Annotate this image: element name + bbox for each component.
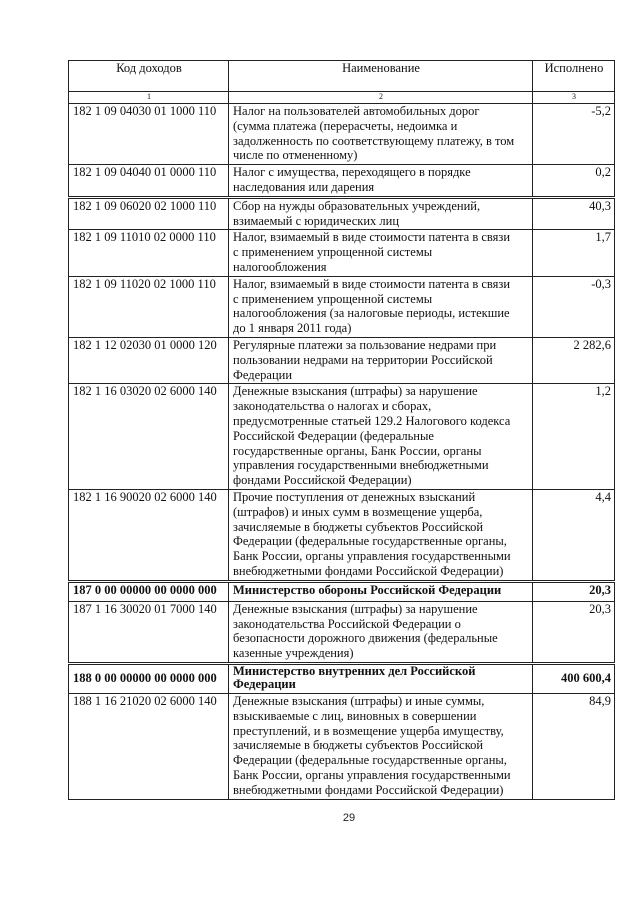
name-cell: Регулярные платежи за пользование недрами при пользовании недрами на территории Российской Федерации [229, 337, 533, 383]
column-number-row [69, 92, 615, 104]
income-code-cell: 182 1 09 04030 01 1000 110 [69, 104, 229, 165]
name-cell: Министерство внутренних дел Российской Федерации [229, 663, 533, 693]
column-number: 3 [533, 92, 615, 104]
header-name: Наименование [229, 61, 533, 92]
header-executed: Исполнено [533, 61, 615, 92]
table-row [69, 337, 615, 383]
income-code-cell: 187 0 00 00000 00 0000 000 [69, 581, 229, 601]
table-row [69, 601, 615, 663]
income-code-cell: 182 1 12 02030 01 0000 120 [69, 337, 229, 383]
executed-value-cell: 400 600,4 [533, 663, 615, 693]
executed-value-cell: 1,2 [533, 384, 615, 490]
income-code-cell: 187 1 16 30020 01 7000 140 [69, 601, 229, 663]
executed-value-cell: 4,4 [533, 489, 615, 581]
name-cell: Налог, взимаемый в виде стоимости патента в связи с применением упрощенной системы налогообложения (за налоговые периоды, истекшие до 1 января 2011 года) [229, 276, 533, 337]
table-row [69, 230, 615, 276]
name-cell: Денежные взыскания (штрафы) за нарушение законодательства о налогах и сборах, предусмотренные статьей 129.2 Налогового кодекса Российской Федерации (федеральные государственные органы, Банк России, органы управления государственными внебюджетными фондами Российской Федерации) [229, 384, 533, 490]
income-code-cell: 182 1 09 11010 02 0000 110 [69, 230, 229, 276]
column-number: 2 [229, 92, 533, 104]
executed-value-cell: 2 282,6 [533, 337, 615, 383]
income-code-cell: 182 1 16 90020 02 6000 140 [69, 489, 229, 581]
table-row [69, 489, 615, 581]
name-cell: Сбор на нужды образовательных учреждений, взимаемый с юридических лиц [229, 197, 533, 230]
income-code-cell: 182 1 09 06020 02 1000 110 [69, 197, 229, 230]
name-cell: Налог с имущества, переходящего в порядке наследования или дарения [229, 165, 533, 198]
income-code-cell: 182 1 16 03020 02 6000 140 [69, 384, 229, 490]
name-cell: Денежные взыскания (штрафы) за нарушение законодательства Российской Федерации о безопасности дорожного движения (федеральные казенные учреждения) [229, 601, 533, 663]
revenue-table [68, 60, 615, 800]
table-row [69, 165, 615, 198]
name-cell: Налог, взимаемый в виде стоимости патента в связи с применением упрощенной системы налогообложения [229, 230, 533, 276]
name-cell: Налог на пользователей автомобильных дорог (сумма платежа (перерасчеты, недоимка и задолженность по соответствующему платежу, в том числе по отмененному) [229, 104, 533, 165]
page-number: 29 [342, 812, 356, 824]
executed-value-cell: 0,2 [533, 165, 615, 198]
executed-value-cell: -0,3 [533, 276, 615, 337]
ministry-section-row [69, 581, 615, 601]
executed-value-cell: 40,3 [533, 197, 615, 230]
table-header-row [69, 61, 615, 92]
header-income-code: Код доходов [69, 61, 229, 92]
table-row [69, 276, 615, 337]
income-code-cell: 188 0 00 00000 00 0000 000 [69, 663, 229, 693]
income-code-cell: 188 1 16 21020 02 6000 140 [69, 694, 229, 800]
executed-value-cell: 84,9 [533, 694, 615, 800]
income-code-cell: 182 1 09 04040 01 0000 110 [69, 165, 229, 198]
ministry-section-row [69, 663, 615, 693]
executed-value-cell: -5,2 [533, 104, 615, 165]
table-row [69, 694, 615, 800]
income-code-cell: 182 1 09 11020 02 1000 110 [69, 276, 229, 337]
name-cell: Прочие поступления от денежных взысканий (штрафов) и иных сумм в возмещение ущерба, зачисляемые в бюджеты субъектов Российской Федерации (федеральные государственные органы, Банк России, органы управления государственными внебюджетными фондами Российской Федерации) [229, 489, 533, 581]
executed-value-cell: 20,3 [533, 581, 615, 601]
name-cell: Денежные взыскания (штрафы) и иные суммы, взыскиваемые с лиц, виновных в совершении преступлений, и в возмещение ущерба имуществу, зачисляемые в бюджеты субъектов Российской Федерации (федеральные государственные органы, Банк России, органы управления государственными внебюджетными фондами Российской Федерации) [229, 694, 533, 800]
executed-value-cell: 1,7 [533, 230, 615, 276]
table-row [69, 197, 615, 230]
column-number: 1 [69, 92, 229, 104]
executed-value-cell: 20,3 [533, 601, 615, 663]
table-row [69, 104, 615, 165]
name-cell: Министерство обороны Российской Федерации [229, 581, 533, 601]
table-row [69, 384, 615, 490]
